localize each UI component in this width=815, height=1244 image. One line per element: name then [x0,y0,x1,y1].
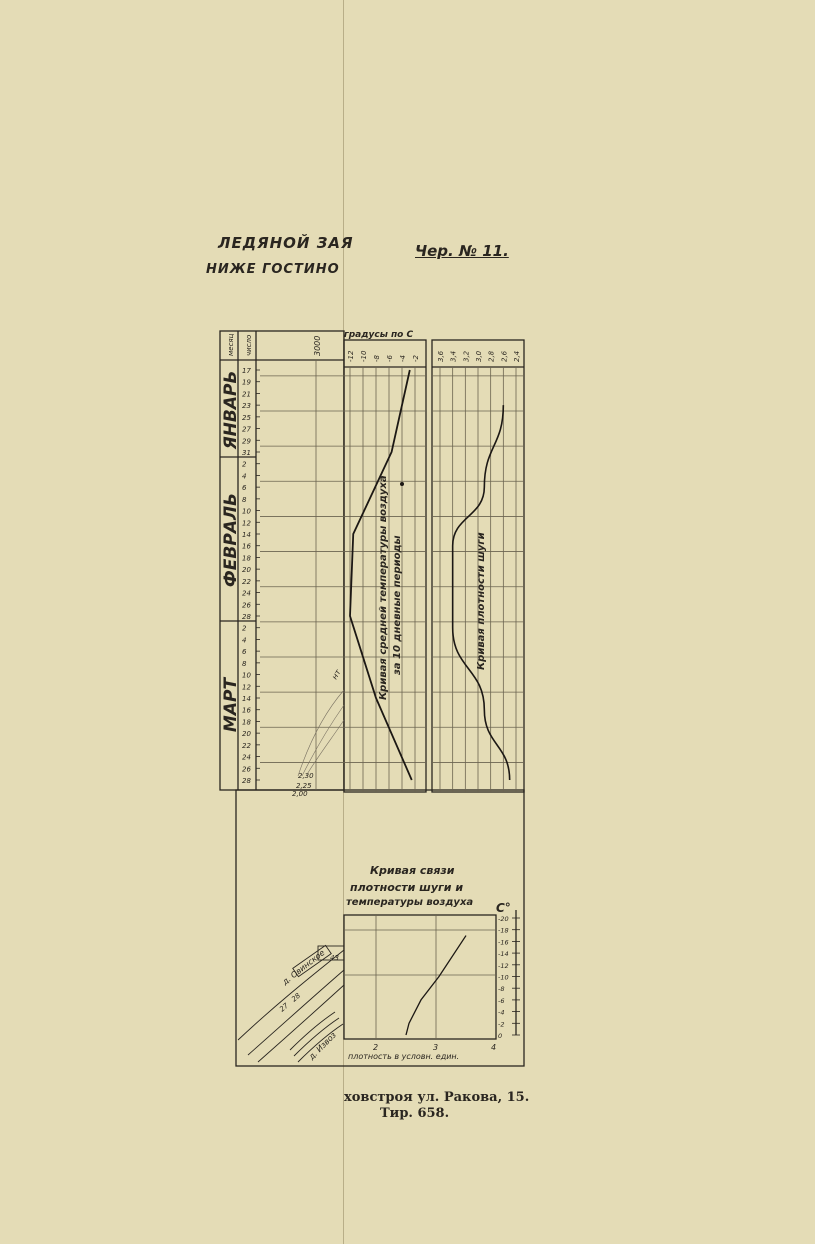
day-tick-label: 26 [242,765,251,774]
left-col-value-1: 2,30 [298,772,314,780]
title-line-1: ЛЕДЯНОЙ ЗАЯ [218,234,354,252]
relation-x-tick-label: 2 [373,1043,379,1052]
relation-title-3: температуры воздуха [346,897,474,908]
figure-number: Чер. № 11. [415,242,509,260]
day-tick-label: 16 [242,542,251,551]
temp-tick-label: -2 [412,355,420,362]
month-label-february: ФЕВРАЛЬ [221,492,241,588]
relation-frame [344,915,496,1039]
left-col-value-3: 2,00 [292,790,308,798]
imprint-line-2: Тир. 658. [380,1106,450,1121]
relation-y-tick-label: -14 [498,950,509,959]
day-tick-label: 16 [242,706,251,715]
day-tick-label: 22 [242,577,251,586]
day-tick-label: 20 [242,730,251,739]
day-tick-label: 17 [242,367,251,375]
density-tick-label: 3,4 [449,350,458,362]
day-tick-label: 2 [242,624,247,633]
day-tick-label: 28 [242,613,251,621]
day-tick-label: 19 [242,378,251,387]
day-tick-label: 4 [242,472,247,481]
day-tick-label: 18 [242,554,251,563]
relation-x-tick-label: 3 [433,1043,439,1052]
temp-tick-label: -10 [360,350,368,362]
left-col-faint-curves [298,690,344,776]
relation-y-tick-label: -16 [498,938,509,947]
day-tick-label: 14 [242,695,251,703]
relation-y-tick-label: -4 [498,1008,505,1017]
relation-y-tick-label: -2 [498,1020,505,1029]
title-line-2: НИЖЕ ГОСТИНО [206,262,340,277]
map-label-28: 28 [290,991,303,1004]
day-tick-label: 2 [242,460,247,469]
relation-title-1: Кривая связи [370,864,455,877]
temp-header: градусы по С [344,330,414,340]
month-header: месяц [227,333,235,356]
left-col-label: 3000 [313,335,322,356]
density-tick-label: 2,8 [487,350,496,362]
day-tick-label: 27 [242,425,251,434]
relation-y-tick-label: 0 [498,1032,503,1040]
day-tick-label: 6 [242,484,247,493]
day-tick-label: 6 [242,648,247,657]
day-tick-label: 31 [242,449,251,457]
relation-y-tick-label: -20 [498,915,509,923]
map-label-village-1: д. Овинское [280,948,327,987]
relation-y-tick-label: -6 [498,996,505,1005]
day-tick-label: 8 [242,659,247,668]
day-tick-label: 12 [242,683,251,692]
day-tick-label: 29 [242,437,251,446]
temp-curve-label-2: за 10 дневные периоды [392,535,403,675]
left-col-value-2: 2,25 [296,782,312,790]
density-tick-label: 3,2 [462,350,471,362]
day-tick-label: 23 [242,402,251,411]
relation-y-tick-label: -8 [498,985,505,994]
day-tick-label: 12 [242,519,251,528]
day-tick-label: 22 [242,741,251,750]
day-tick-label: 24 [242,589,251,598]
day-tick-label: 28 [242,777,251,785]
relation-y-tick-label: -12 [498,961,509,970]
temp-tick-label: -4 [399,355,407,362]
temp-point-marker [400,482,404,486]
day-tick-label: 18 [242,718,251,727]
day-tick-label: 14 [242,531,251,539]
map-label-43: 43 [330,954,339,962]
temp-tick-label: -12 [347,350,355,362]
relation-ticks [344,915,520,1052]
day-tick-label: 24 [242,753,251,762]
relation-xlabel: плотность в условн. един. [348,1052,460,1061]
day-tick-label: 8 [242,495,247,504]
day-tick-label: 10 [242,507,251,516]
density-tick-label: 3,6 [437,350,445,362]
density-curve-label: Кривая плотности шуги [476,532,487,670]
day-tick-label: 4 [242,636,247,645]
temp-tick-label: -8 [373,355,381,362]
relation-y-tick-label: -18 [498,926,509,935]
month-label-march: МАРТ [221,677,241,733]
left-col-partial: нт [329,667,343,681]
day-tick-label: 21 [242,390,251,399]
month-label-january: ЯНВАРЬ [221,370,241,450]
relation-x-tick-label: 4 [491,1043,497,1052]
temp-curve-label-1: Кривая средней температуры воздуха [378,475,389,700]
lower-frame [236,790,524,1066]
map-label-village-2: д. Извоз [307,1030,338,1062]
density-tick-label: 2,6 [500,350,509,362]
day-header: число [245,334,253,356]
day-tick-label: 10 [242,671,251,680]
temp-tick-label: -6 [386,355,394,362]
map-label-27: 27 [278,1001,291,1014]
relation-title-2: плотности шуги и [350,881,464,894]
density-tick-label: 2,4 [513,350,521,362]
relation-y-tick-label: -10 [498,973,509,982]
relation-unit: С° [496,901,511,915]
imprint-line-1: ховстроя ул. Ракова, 15. [344,1090,530,1105]
density-tick-label: 3,0 [475,350,483,362]
day-tick-label: 26 [242,601,251,610]
day-tick-label: 25 [242,413,251,422]
day-ticks [242,367,260,785]
day-tick-label: 20 [242,566,251,575]
